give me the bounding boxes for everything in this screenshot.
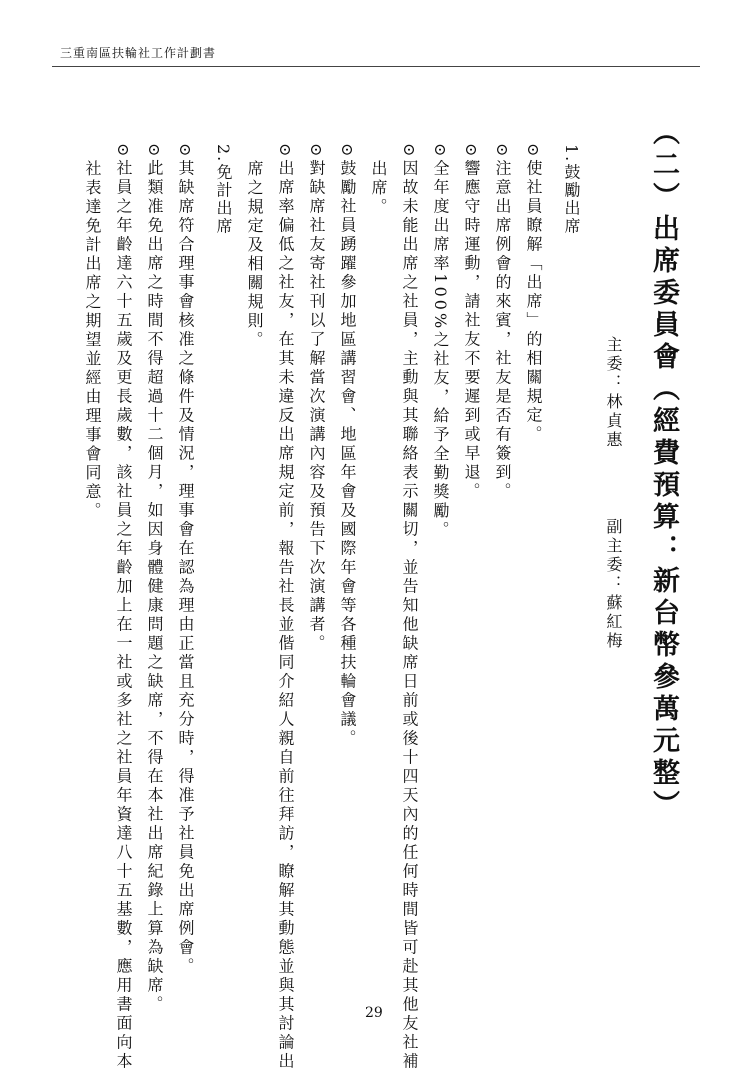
section2-heading: 2.免計出席	[214, 144, 233, 236]
section2-line-2: ⊙此類准免出席之時間不得超過十二個月，如因身體健康問題之缺席，不得在本社出席紀錄上算為缺席。	[145, 143, 164, 1015]
section2-line-3: ⊙社員之年齡達六十五歲及更長歲數，該社員之年齡加上在一社或多社之社員年資達八十五基數，應用書面向本	[114, 143, 133, 1071]
section1-line-6: ⊙鼓勵社員踴躍參加地區講習會、地區年會及國際年會等各種扶輪會議。	[338, 143, 357, 749]
committee-vice-chair: 副主委：蘇紅梅	[604, 518, 623, 651]
section1-line-3: ⊙響應守時運動，請社友不要遲到或早退。	[462, 143, 481, 502]
section1-heading: 1.鼓勵出席	[562, 144, 581, 236]
section1-line-2: ⊙注意出席例會的來賓，社友是否有簽到。	[493, 143, 512, 502]
page-number: 29	[365, 1005, 383, 1021]
section1-line-5: ⊙因故未能出席之社員，主動與其聯絡表示關切，並告知他缺席日前或後十四天內的任何時間皆可赴其他友社補	[400, 143, 419, 1071]
header-rule	[52, 66, 700, 67]
section-title: （二）出席委員會（經費預算：新台幣參萬元整）	[648, 118, 679, 822]
section1-line-5-cont: 出席。	[369, 160, 388, 217]
section1-line-7: ⊙對缺席社友寄社刊以了解當次演講內容及預告下次演講者。	[307, 143, 326, 654]
section1-line-8-cont: 席之規定及相關規則。	[245, 160, 264, 350]
section1-line-4: ⊙全年度出席率100%之社友，給予全勤獎勵。	[431, 143, 450, 541]
running-header: 三重南區扶輪社工作計劃書	[60, 46, 217, 60]
section1-line-8: ⊙出席率偏低之社友，在其未違反出席規定前，報告社長並偕同介紹人親自前往拜訪，瞭解其動態並與其討論出	[276, 143, 295, 1071]
committee-chair: 主委：林貞惠	[604, 336, 623, 450]
section2-line-3-cont: 社表達免計出席之期望並經由理事會同意。	[83, 160, 102, 521]
section1-line-1: ⊙使社員瞭解「出席」的相關規定。	[524, 143, 543, 445]
section2-line-1: ⊙其缺席符合理事會核准之條件及情況，理事會在認為理由正當且充分時，得准予社員免出席例會。	[176, 143, 195, 977]
